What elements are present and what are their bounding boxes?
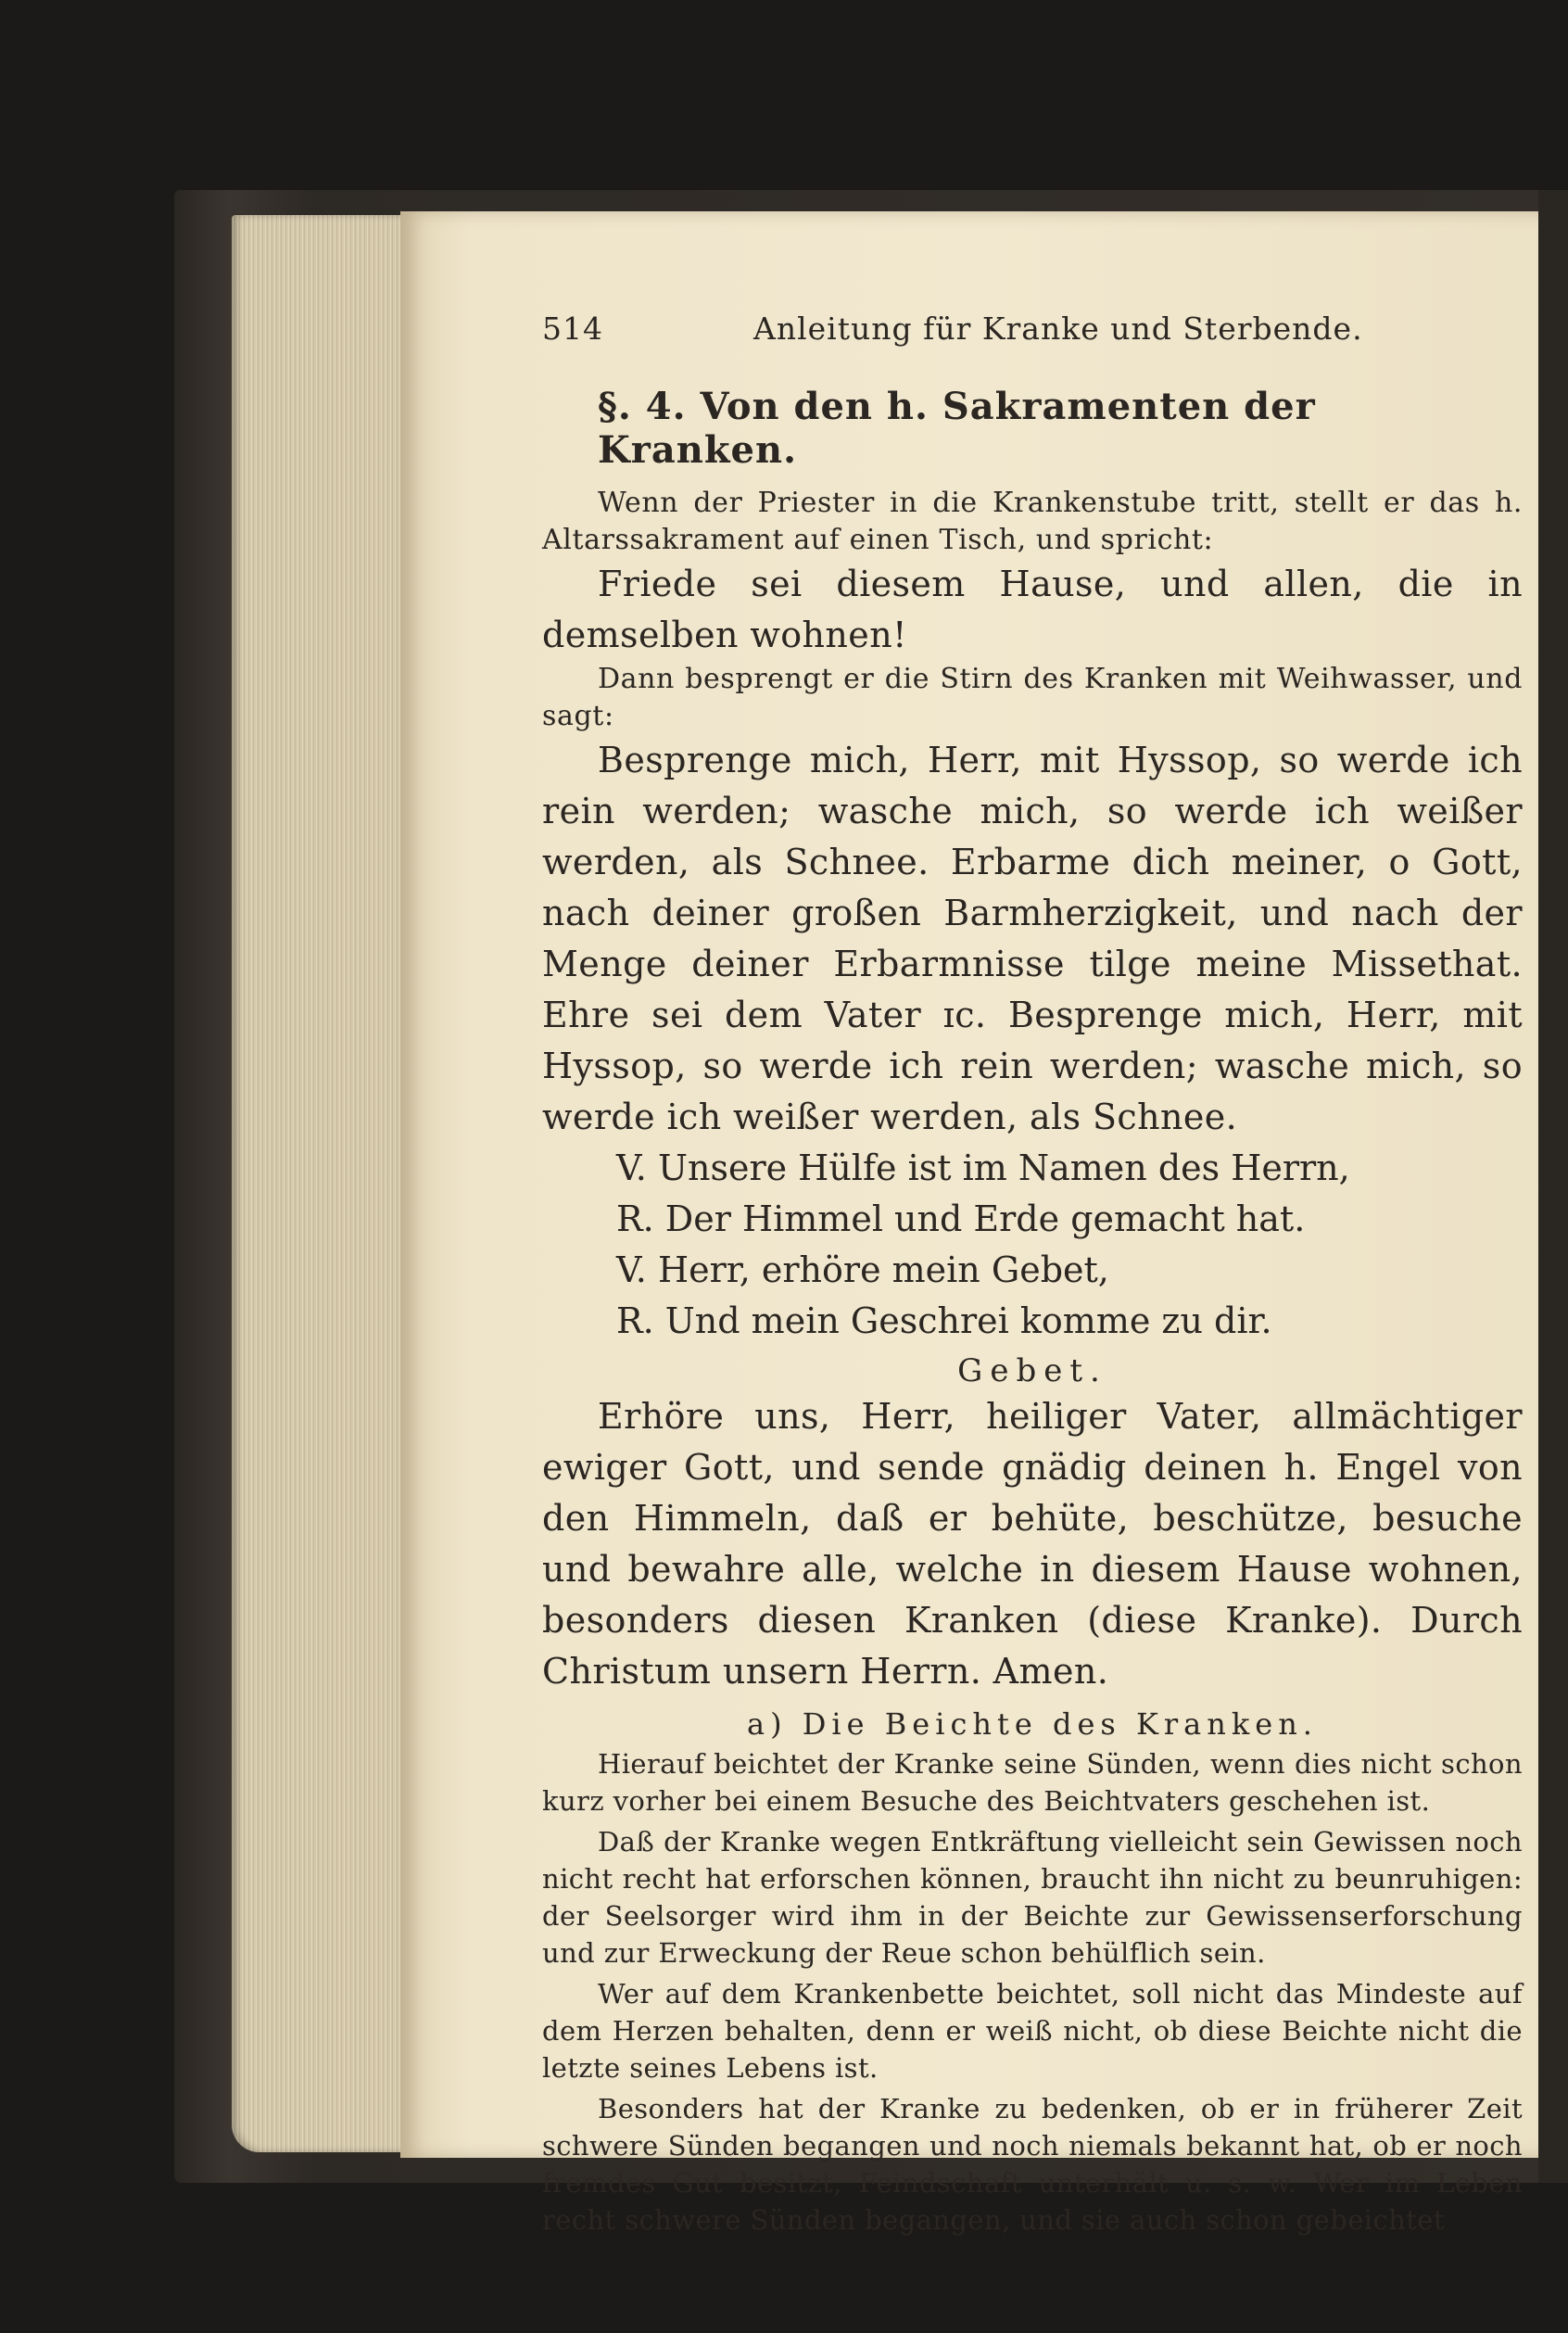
- paragraph-priest-enters: Wenn der Priester in die Krankenstube tritt, stellt er das h. Altarssakrament auf einen Tisch, und spricht:: [542, 487, 1523, 556]
- section-title: §. 4. Von den h. Sakramenten der Kranken.: [598, 385, 1316, 472]
- note-confession-3: Wer auf dem Krankenbette beichtet, soll nicht das Mindeste auf dem Herzen behalten, denn er weiß nicht, ob diese Beichte nicht die letzte seines Lebens ist.: [542, 1978, 1523, 2084]
- paragraph-asperges: Besprenge mich, Herr, mit Hyssop, so werde ich rein werden; wasche mich, so werde ich weißer werden, als Schnee. Erbarme dich meiner, o Gott, nach deiner großen Barmherzigkeit, und nach der Menge deiner Erbarmnisse tilge meine Missethat. Ehre sei dem Vater ɪc. Besprenge mich, Herr, mit Hyssop, so werde ich rein werden; wasche mich, so werde ich weißer werden, als Schnee.: [542, 740, 1523, 1137]
- note-confession-4: Besonders hat der Kranke zu bedenken, ob er in früherer Zeit schwere Sünden begangen und noch niemals bekannt hat, ob er noch fremdes Gut besitzt, Feindschaft unterhält u. s. w. Wer im Leben recht schwere Sünden begangen, und sie auch schon gebeichtet: [542, 2093, 1523, 2236]
- running-title: Anleitung für Kranke und Sterbende.: [753, 311, 1363, 347]
- paragraph-sprinkling: Dann besprengt er die Stirn des Kranken mit Weihwasser, und sagt:: [542, 663, 1523, 732]
- page-content: [542, 311, 1523, 2238]
- prayer-heading: Gebet.: [957, 1352, 1107, 1389]
- page-number: 514: [542, 311, 603, 347]
- confession-subheading: a) Die Beichte des Kranken.: [747, 1706, 1318, 1742]
- book-gutter: [1538, 190, 1568, 2183]
- prayer-text: Erhöre uns, Herr, heiliger Vater, allmächtiger ewiger Gott, und sende gnädig deinen h. Engel von den Himmeln, daß er behüte, beschütze, besuche und bewahre alle, welche in diesem Hause wohnen, besonders diesen Kranken (diese Kranke). Durch Christum unsern Herrn. Amen.: [542, 1396, 1523, 1692]
- note-confession-2: Daß der Kranke wegen Entkräftung vielleicht sein Gewissen noch nicht recht hat erforschen können, braucht ihn nicht zu beunruhigen: der Seelsorger wird ihm in der Beichte zur Gewissenserforschung und zur Erweckung der Reue schon behülflich sein.: [542, 1826, 1523, 1969]
- running-head: [542, 311, 1523, 366]
- versicle-2: V. Herr, erhöre mein Gebet,: [616, 1249, 1109, 1290]
- note-confession-1: Hierauf beichtet der Kranke seine Sünden, wenn dies nicht schon kurz vorher bei einem Besuche des Beichtvaters geschehen ist.: [542, 1748, 1523, 1817]
- page-edges: [232, 215, 408, 2152]
- response-2: R. Und mein Geschrei komme zu dir.: [616, 1300, 1272, 1341]
- response-1: R. Der Himmel und Erde gemacht hat.: [616, 1198, 1306, 1239]
- versicle-1: V. Unsere Hülfe ist im Namen des Herrn,: [616, 1147, 1350, 1188]
- paragraph-peace-greeting: Friede sei diesem Hause, und allen, die in demselben wohnen!: [542, 564, 1523, 655]
